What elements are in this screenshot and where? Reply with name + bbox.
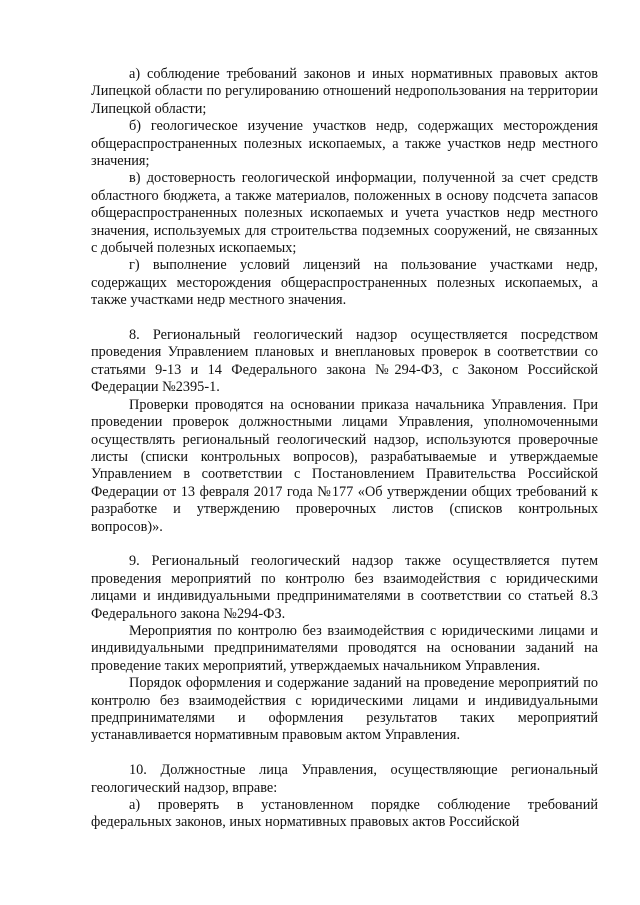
paragraph-procedure: Порядок оформления и содержание заданий на проведение мероприятий по контролю без взаимодействия с юридическими лицами и индивидуальными предпринимателями и оформления результатов таких мероприятий устанавливается нормативным правовым актом Управления. xyxy=(91,675,598,744)
paragraph-item-v-reliability: в) достоверность геологической информации, полученной за счет средств областного бюджета, а также материалов, положенных в основу подсчета запасов общераспространенных полезных ископаемых и учета участков недр местного значения, используемых для строительства подземных сооружений, не связанных с добычей полезных ископаемых; xyxy=(91,170,598,257)
paragraph-control-measures: Мероприятия по контролю без взаимодействия с юридическими лицами и индивидуальными предпринимателями проводятся на основании заданий на проведение таких мероприятий, утверждаемых начальником Управления. xyxy=(91,622,598,674)
paragraph-section-10: 10. Должностные лица Управления, осуществляющие региональный геологический надзор, вправе: xyxy=(91,762,598,796)
paragraph-item-g-license-conditions: г) выполнение условий лицензий на пользование участками недр, содержащих месторождения общераспространенных полезных ископаемых, а также участками недр местного значения. xyxy=(91,257,598,309)
paragraph-inspections-basis: Проверки проводятся на основании приказа начальника Управления. При проведении проверок должностными лицами Управления, уполномоченными осуществлять региональный геологический надзор, используются проверочные листы (списки контрольных вопросов), разрабатываемые и утверждаемые Управлением в соответствии с Постановлением Правительства Российской Федерации от 13 февраля 2017 года №177 «Об утверждении общих требований к разработке и утверждению проверочных листов (списков контрольных вопросов)». xyxy=(91,396,598,535)
paragraph-item-a-verify: а) проверять в установленном порядке соблюдение требований федеральных законов, иных нормативных правовых актов Российской xyxy=(91,797,598,831)
paragraph-item-a-compliance: а) соблюдение требований законов и иных нормативных правовых актов Липецкой области по регулированию отношений недропользования на территории Липецкой области; xyxy=(91,66,598,117)
paragraph-section-9: 9. Региональный геологический надзор также осуществляется путем проведения мероприятий по контролю без взаимодействия с юридическими лицами и индивидуальными предпринимателями в соответствии со статьей 8.3 Федерального закона №294-ФЗ. xyxy=(91,553,598,622)
paragraph-section-8: 8. Региональный геологический надзор осуществляется посредством проведения Управлением плановых и внеплановых проверок в соответствии со статьями 9-13 и 14 Федерального закона №294-ФЗ, с Законом Российской Федерации №2395-1. xyxy=(91,327,598,396)
paragraph-item-b-geological-study: б) геологическое изучение участков недр, содержащих месторождения общераспространенных полезных ископаемых, а также участков недр местного значения; xyxy=(91,118,598,170)
document-page xyxy=(91,66,598,832)
